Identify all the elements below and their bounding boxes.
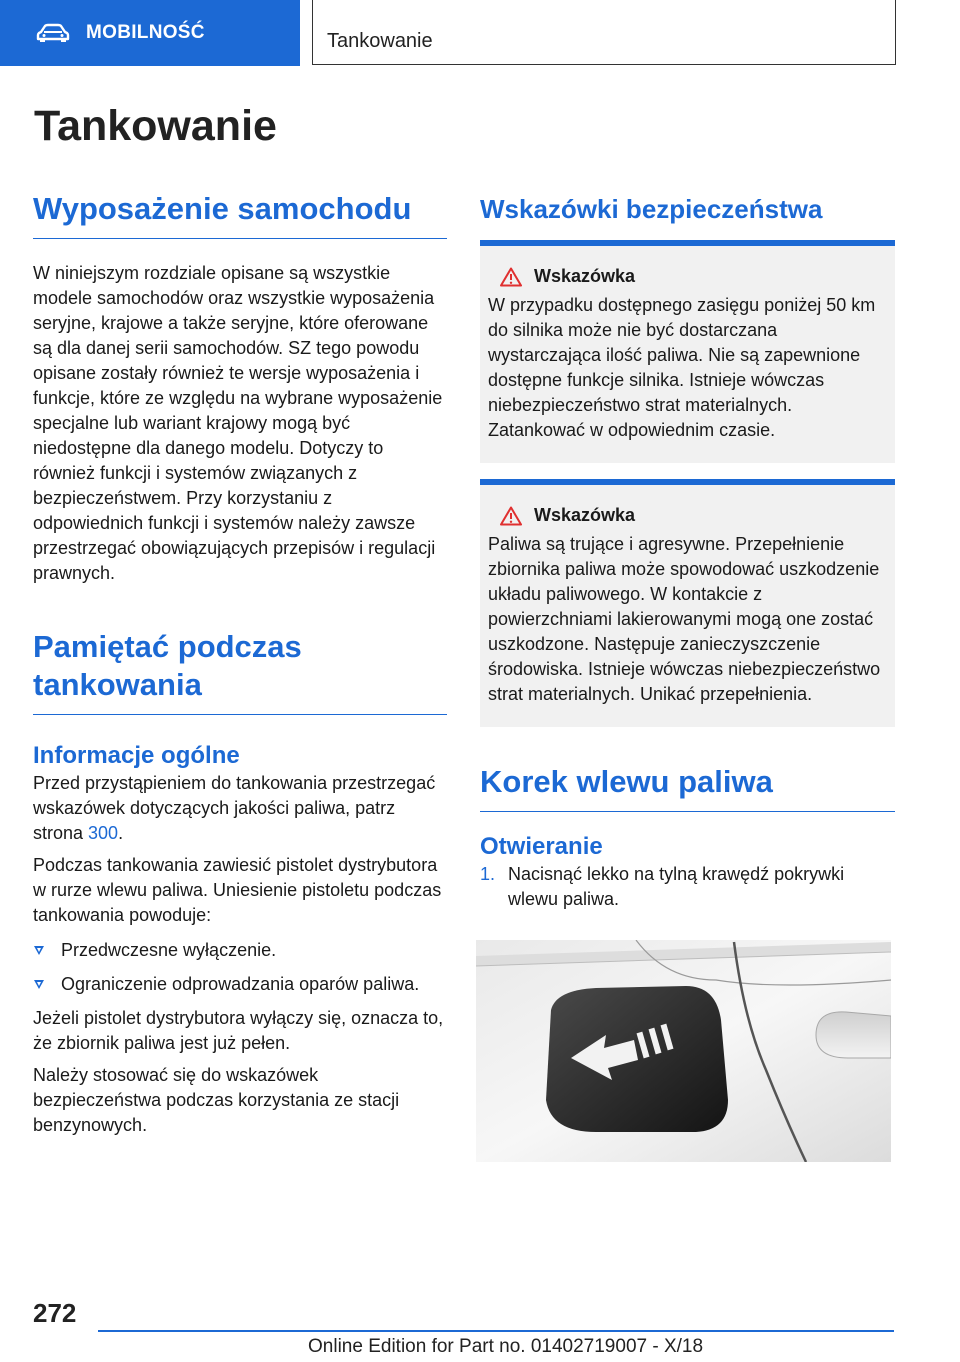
warning-triangle-icon xyxy=(500,506,522,526)
heading-general-info: Informacje ogólne xyxy=(33,742,240,769)
left-column xyxy=(33,190,447,1138)
step-number: 1. xyxy=(480,864,496,884)
step-text: Nacisnąć lekko na tylną krawędź pokrywki wlewu paliwa. xyxy=(508,864,845,909)
equipment-paragraph: W niniejszym rozdziale opisane są wszystkie modele samochodów oraz wszystkie wyposażenia seryjne, krajowe a także seryjne, które oferowane są dla danej serii samochodów. SZ tego powodu opisane zostały również te wersje wyposażenia i funkcje, które ze względu na wybrane wyposażenie specjalne lub wariant krajowy mogą być niedostępne dla danego modelu. Dotyczy to również funkcji i systemów związanych z bezpieczeństwem. Przy korzystaniu z odpowiednich funkcji i systemów należy zawsze przestrzegać obowiązujących przepisów i regulacji prawnych. xyxy=(33,263,443,583)
warning-label: Wskazówka xyxy=(534,505,636,525)
section-label: Tankowanie xyxy=(327,30,433,52)
warning-text: W przypadku dostępnego zasięgu poniżej 50 km do silnika może nie być dostarczana wystarczająca ilość paliwa. Nie są zapewnione dostępne funkcje silnika. Istnieje wówczas niebezpieczeństwo strat materialnych. Zatankować w odpowiednim czasie. xyxy=(488,295,876,440)
fuel-flap-photo xyxy=(476,940,891,1162)
list-item: Ograniczenie odprowadzania oparów paliwa. xyxy=(33,972,447,997)
heading-equipment: Wyposażenie samochodu xyxy=(33,190,447,239)
heading-fuel-cap: Korek wlewu paliwa xyxy=(480,763,895,812)
right-column xyxy=(480,190,895,912)
effects-list xyxy=(33,938,447,997)
chapter-label: MOBILNOŚĆ xyxy=(86,22,205,43)
warning-text: Paliwa są trujące i agresywne. Przepełnienie zbiornika paliwa może spowodować uszkodzenie układu paliwowego. W kontakcie z powierzchniami lakierowanymi mogą one zostać uszkodzone. Następuje zanieczyszczenie środowiska. Istnieje wówczas niebezpieczeństwo strat materialnych. Unikać przepełnienia. xyxy=(488,534,881,704)
car-icon xyxy=(36,23,70,43)
warning-box xyxy=(480,240,895,463)
warning-triangle-icon xyxy=(500,267,522,287)
list-item: Przedwczesne wyłączenie. xyxy=(33,938,447,963)
step-item xyxy=(480,862,895,912)
section-tab xyxy=(312,0,896,65)
heading-safety: Wskazówki bezpieczeństwa xyxy=(480,194,823,224)
general-paragraph-4: Należy stosować się do wskazówek bezpieczeństwa podczas korzystania ze stacji benzynowych. xyxy=(33,1065,400,1135)
general-paragraph-3: Jeżeli pistolet dystrybutora wyłączy się, oznacza to, że zbiornik paliwa jest już pełen. xyxy=(33,1008,444,1053)
warning-label: Wskazówka xyxy=(534,266,636,286)
warning-box xyxy=(480,479,895,727)
page-title: Tankowanie xyxy=(34,102,277,150)
page-number: 272 xyxy=(33,1298,77,1328)
chapter-tab xyxy=(0,0,300,66)
heading-refuel-remember: Pamiętać podczas tankowania xyxy=(33,628,447,715)
general-paragraph-1: Przed przystąpieniem do tankowania przestrzegać wskazówek dotyczących jakości paliwa, patrz strona 300. xyxy=(33,773,436,843)
footer-divider xyxy=(98,1330,894,1332)
general-paragraph-2: Podczas tankowania zawiesić pistolet dystrybutora w rurze wlewu paliwa. Uniesienie pistoletu podczas tankowania powoduje: xyxy=(33,855,442,925)
page-link[interactable]: 300 xyxy=(88,823,119,843)
heading-opening: Otwieranie xyxy=(480,833,603,860)
footer-edition: Online Edition for Part no. 01402719007 - X/18 xyxy=(308,1336,704,1357)
